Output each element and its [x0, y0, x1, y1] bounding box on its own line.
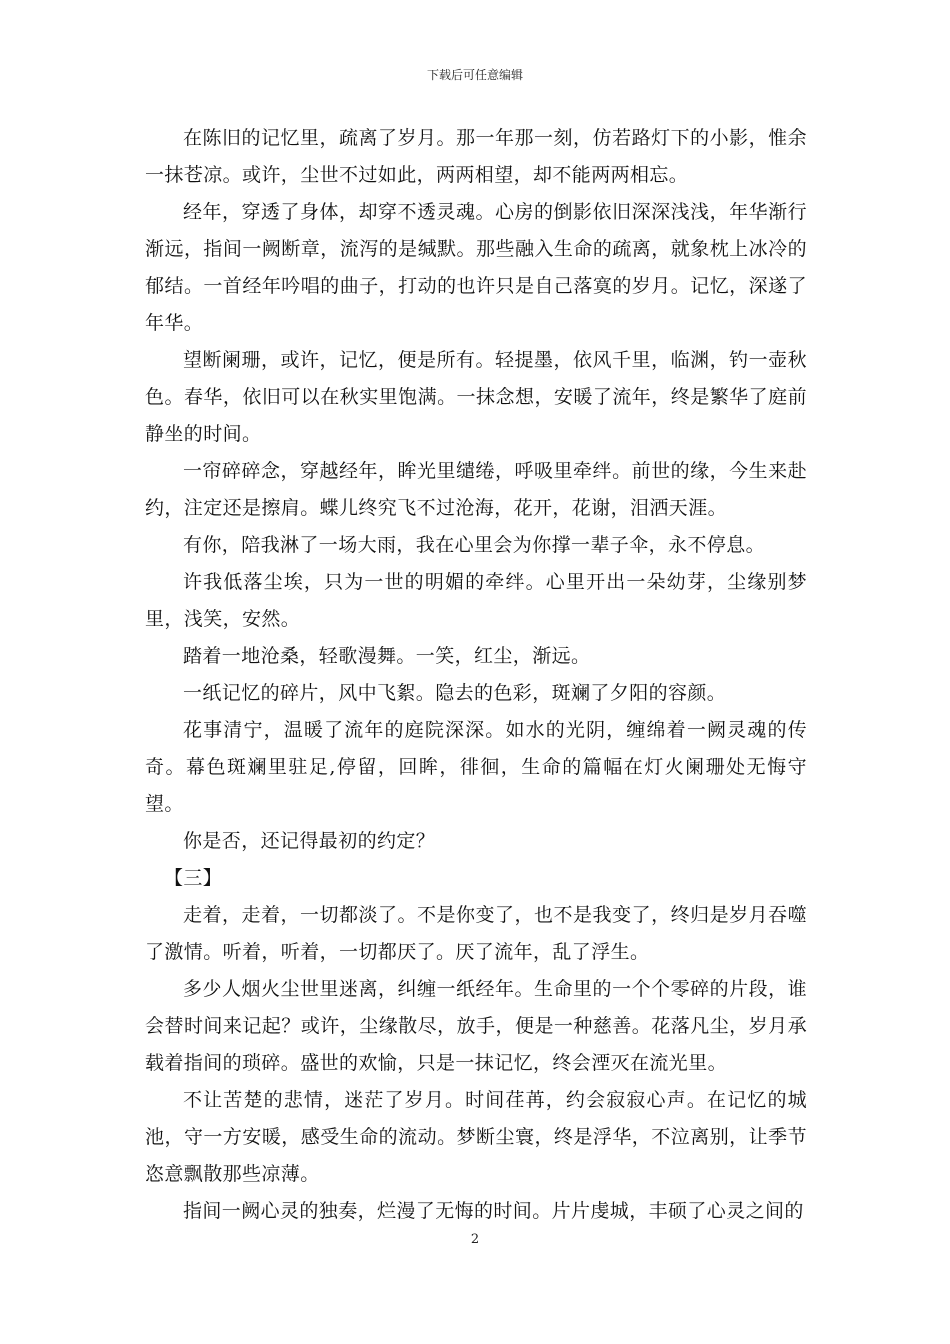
paragraph: 有你，陪我淋了一场大雨，我在心里会为你撑一辈子伞，永不停息。 — [183, 534, 766, 556]
document-body — [145, 120, 807, 1230]
paragraph: 你是否，还记得最初的约定？ — [183, 830, 436, 852]
paragraph: 踏着一地沧桑，轻歌漫舞。一笑，红尘，渐远。 — [183, 645, 591, 667]
paragraph: 在陈旧的记忆里，疏离了岁月。那一年那一刻，仿若路灯下的小影，惟余一抹苍凉。或许，尘世不过如此，两两相望，却不能两两相忘。 — [145, 127, 807, 186]
paragraph: 不让苦楚的悲情，迷茫了岁月。时间荏苒，约会寂寂心声。在记忆的城池，守一方安暖，感受生命的流动。梦断尘寰，终是浮华，不泣离别，让季节恣意飘散那些凉薄。 — [145, 1089, 807, 1185]
page-number: 2 — [470, 1232, 480, 1247]
paragraph: 经年，穿透了身体，却穿不透灵魂。心房的倒影依旧深深浅浅，年华渐行渐远，指间一阙断章，流泻的是缄默。那些融入生命的疏离，就象枕上冰冷的郁结。一首经年吟唱的曲子，打动的也许只是自己落寞的岁月。记忆，深遂了年华。 — [145, 201, 807, 334]
paragraph: 指间一阙心灵的独奏，烂漫了无悔的时间。片片虔城，丰硕了心灵之间的 — [183, 1200, 804, 1222]
paragraph: 花事清宁，温暖了流年的庭院深深。如水的光阴，缠绵着一阙灵魂的传奇。幕色斑斓里驻足,停留，回眸，徘徊，生命的篇幅在灯火阑珊处无悔守望。 — [145, 719, 807, 815]
paragraph: 多少人烟火尘世里迷离，纠缠一纸经年。生命里的一个个零碎的片段，谁会替时间来记起？或许，尘缘散尽，放手，便是一种慈善。花落凡尘，岁月承载着指间的琐碎。盛世的欢愉，只是一抹记忆，终会湮灭在流光里。 — [145, 978, 807, 1074]
paragraph: 一帘碎碎念，穿越经年，眸光里缱绻，呼吸里牵绊。前世的缘，今生来赴约，注定还是擦肩。蝶儿终究飞不过沧海，花开，花谢，泪洒天涯。 — [145, 460, 807, 519]
paragraph: 许我低落尘埃，只为一世的明媚的牵绊。心里开出一朵幼芽，尘缘别梦里，浅笑，安然。 — [145, 571, 807, 630]
page-header-note: 下载后可任意编辑 — [426, 68, 523, 82]
paragraph: 走着，走着，一切都淡了。不是你变了，也不是我变了，终归是岁月吞噬了激情。听着，听着，一切都厌了。厌了流年，乱了浮生。 — [145, 904, 807, 963]
paragraph: 望断阑珊，或许，记忆，便是所有。轻提墨，依风千里，临渊，钓一壶秋色。春华，依旧可以在秋实里饱满。一抹念想，安暖了流年，终是繁华了庭前静坐的时间。 — [145, 349, 807, 445]
section-heading: 【三】 — [164, 867, 223, 889]
paragraph: 一纸记忆的碎片，风中飞絮。隐去的色彩，斑斓了夕阳的容颜。 — [183, 682, 727, 704]
